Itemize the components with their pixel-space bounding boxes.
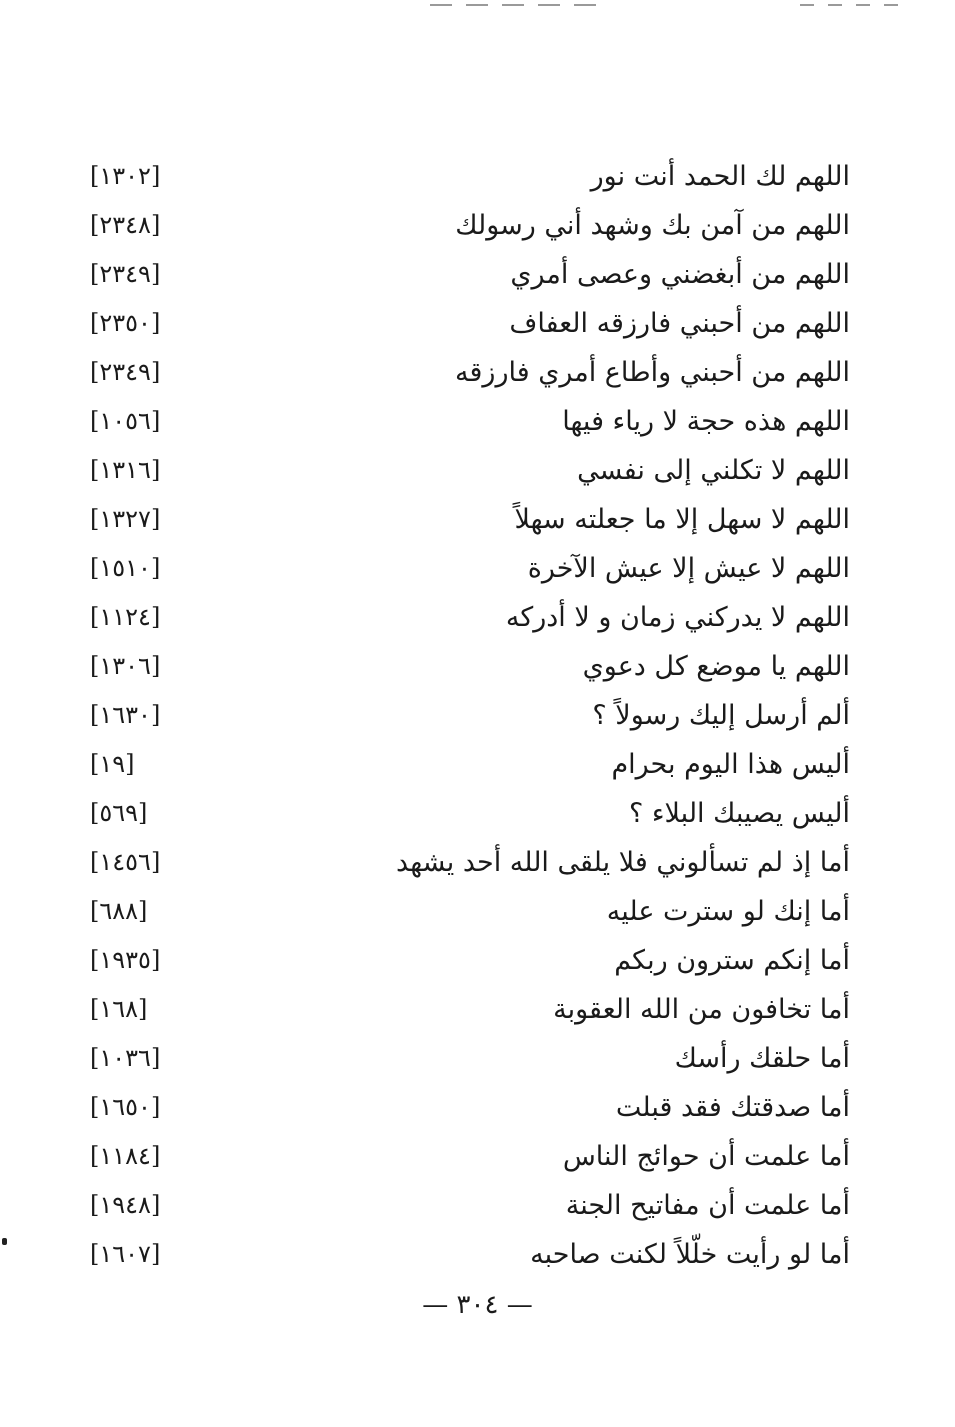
entry-reference-number: [١٩] [90, 750, 135, 778]
entry-text: ألم أرسل إليك رسولاً ؟ [592, 700, 850, 731]
entry-reference-number: [٢٣٤٩] [90, 358, 161, 386]
list-item [90, 201, 850, 250]
list-item [90, 1034, 850, 1083]
entry-text: اللهم من أحبني وأطاع أمري فارزقه [455, 357, 850, 388]
entry-reference-number: [٢٣٤٨] [90, 211, 161, 239]
list-item [90, 887, 850, 936]
list-item [90, 250, 850, 299]
entry-text: اللهم هذه حجة لا رياء فيها [562, 406, 850, 437]
entry-reference-number: [١٠٣٦] [90, 1044, 161, 1072]
entry-reference-number: [٥٦٩] [90, 799, 148, 827]
entry-text: اللهم لا يدركني زمان و لا أدركه [505, 602, 850, 633]
list-item [90, 1230, 850, 1279]
entry-text: أما لو رأيت خلّلاً لكنت صاحبه [530, 1239, 850, 1270]
entry-text: أما إذ لم تسألوني فلا يلقى الله أحد يشهد [396, 847, 850, 878]
entry-reference-number: [١١٨٤] [90, 1142, 161, 1170]
entry-text: أليس يصيبك البلاء ؟ [628, 798, 850, 829]
entry-text: أما إنكم سترون ربكم [614, 945, 850, 976]
list-item [90, 936, 850, 985]
dash [538, 4, 560, 6]
hadith-index-list [90, 152, 850, 1279]
entry-text: اللهم لا عيش إلا عيش الآخرة [527, 553, 850, 584]
list-item [90, 446, 850, 495]
entry-reference-number: [١٣٢٧] [90, 505, 161, 533]
entry-text: اللهم لا تكلني إلى نفسي [577, 455, 850, 486]
scan-edge-mark [2, 1238, 7, 1245]
entry-text: أما حلقك رأسك [674, 1043, 850, 1074]
entry-reference-number: [١٥١٠] [90, 554, 161, 582]
entry-text: أما علمت أن حوائج الناس [562, 1141, 850, 1172]
entry-reference-number: [١٦٥٠] [90, 1093, 161, 1121]
entry-reference-number: [١٦٠٧] [90, 1240, 161, 1268]
entry-text: أما تخافون من الله العقوبة [553, 994, 850, 1025]
dash [430, 4, 452, 6]
entry-text: اللهم لا سهل إلا ما جعلته سهلاً [514, 504, 850, 535]
entry-reference-number: [٢٣٥٠] [90, 309, 161, 337]
list-item [90, 691, 850, 740]
dash [574, 4, 596, 6]
list-item [90, 397, 850, 446]
entry-reference-number: [٢٣٤٩] [90, 260, 161, 288]
entry-reference-number: [١٩٣٥] [90, 946, 161, 974]
list-item [90, 495, 850, 544]
entry-reference-number: [١٣١٦] [90, 456, 161, 484]
entry-text: أما إنك لو سترت عليه [606, 896, 850, 927]
dash [856, 4, 870, 6]
list-item [90, 1132, 850, 1181]
list-item [90, 299, 850, 348]
list-item [90, 838, 850, 887]
entry-reference-number: [١٣٠٦] [90, 652, 161, 680]
entry-reference-number: [١١٢٤] [90, 603, 161, 631]
entry-reference-number: [١٦٣٠] [90, 701, 161, 729]
list-item [90, 740, 850, 789]
list-item [90, 789, 850, 838]
entry-text: اللهم يا موضع كل دعوي [582, 651, 850, 682]
dash [502, 4, 524, 6]
page-number: — ٣٠٤ — [422, 1290, 533, 1320]
list-item [90, 985, 850, 1034]
entry-reference-number: [١٠٥٦] [90, 407, 161, 435]
list-item [90, 1083, 850, 1132]
list-item [90, 1181, 850, 1230]
entry-text: اللهم لك الحمد أنت نور [590, 161, 850, 192]
dash [466, 4, 488, 6]
entry-reference-number: [١٦٨] [90, 995, 148, 1023]
list-item [90, 593, 850, 642]
entry-text: أما علمت أن مفاتيح الجنة [565, 1190, 850, 1221]
entry-text: اللهم من أحبني فارزقه العفاف [509, 308, 850, 339]
dash [800, 4, 814, 6]
list-item [90, 642, 850, 691]
entry-text: اللهم من أبغضني وعصى أمري [510, 259, 850, 290]
entry-reference-number: [١٣٠٢] [90, 162, 161, 190]
dash [884, 4, 898, 6]
entry-text: اللهم من آمن بك وشهد أني رسولك [455, 210, 850, 241]
entry-text: أما صدقتك فقد قبلت [615, 1092, 850, 1123]
dash [828, 4, 842, 6]
list-item [90, 152, 850, 201]
entry-text: أليس هذا اليوم بحرام [611, 749, 850, 780]
entry-reference-number: [١٩٤٨] [90, 1191, 161, 1219]
list-item [90, 544, 850, 593]
top-edge-dashes-right [800, 4, 898, 6]
list-item [90, 348, 850, 397]
entry-reference-number: [١٤٥٦] [90, 848, 161, 876]
entry-reference-number: [٦٨٨] [90, 897, 148, 925]
top-edge-dashes [430, 4, 596, 6]
